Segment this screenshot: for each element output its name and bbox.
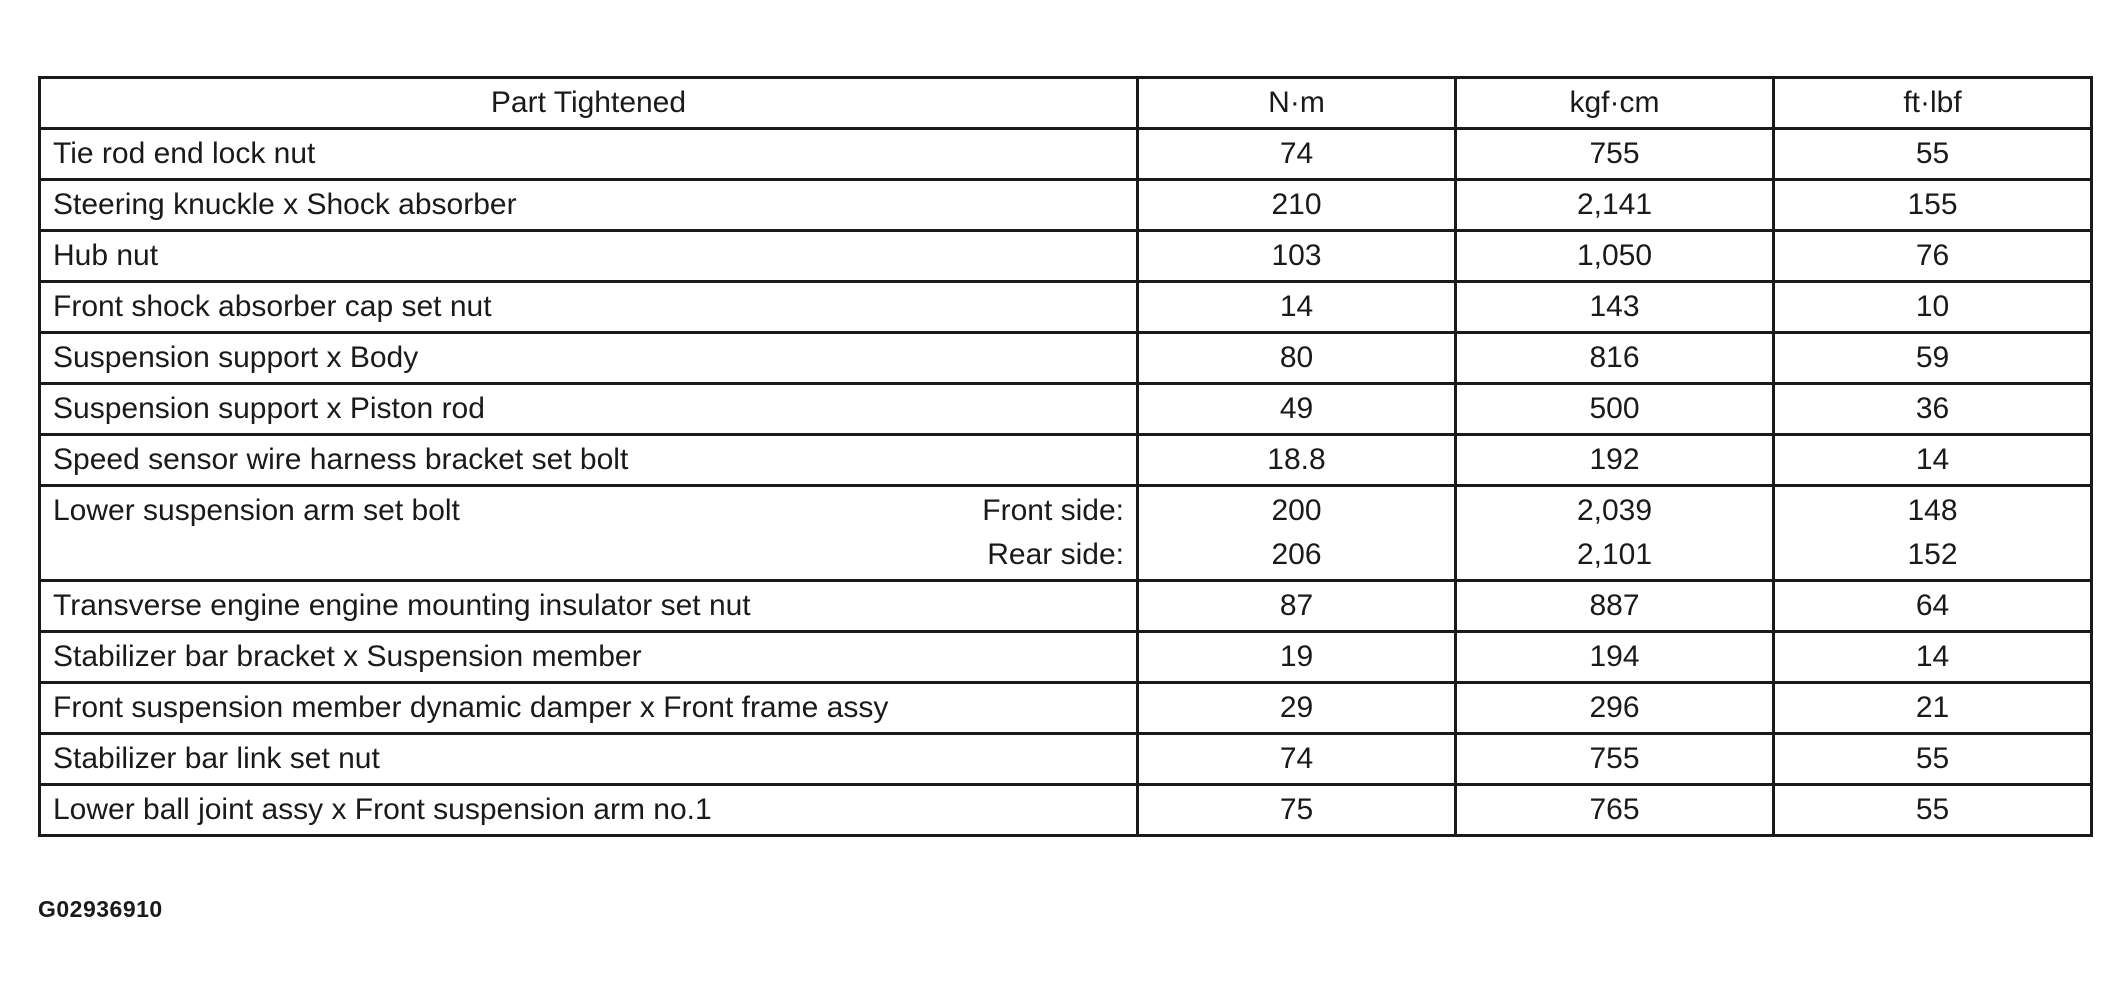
kgf-cell — [1456, 486, 1774, 581]
kgf-cell: 143 — [1456, 282, 1774, 333]
ft-cell: 55 — [1774, 785, 2092, 836]
part-cell: Front shock absorber cap set nut — [40, 282, 1138, 333]
ft-cell: 14 — [1774, 435, 2092, 486]
rear-nm: 206 — [1271, 538, 1322, 571]
header-row — [40, 78, 2092, 129]
table-row — [40, 129, 2092, 180]
table-row — [40, 785, 2092, 836]
nm-cell: 29 — [1138, 683, 1456, 734]
nm-cell: 210 — [1138, 180, 1456, 231]
ft-cell: 55 — [1774, 129, 2092, 180]
ft-cell: 14 — [1774, 632, 2092, 683]
nm-cell: 19 — [1138, 632, 1456, 683]
table-row — [40, 632, 2092, 683]
nm-cell: 87 — [1138, 581, 1456, 632]
part-cell: Tie rod end lock nut — [40, 129, 1138, 180]
nm-cell: 80 — [1138, 333, 1456, 384]
table-row — [40, 435, 2092, 486]
part-cell: Suspension support x Body — [40, 333, 1138, 384]
part-cell: Stabilizer bar bracket x Suspension member — [40, 632, 1138, 683]
table-row-split — [40, 486, 2092, 581]
table-row — [40, 384, 2092, 435]
part-cell: Suspension support x Piston rod — [40, 384, 1138, 435]
table-row — [40, 180, 2092, 231]
ft-cell: 59 — [1774, 333, 2092, 384]
table-row — [40, 333, 2092, 384]
part-split — [53, 494, 1124, 572]
front-nm: 200 — [1271, 494, 1322, 527]
nm-cell: 49 — [1138, 384, 1456, 435]
ft-cell: 64 — [1774, 581, 2092, 632]
side-labels — [982, 494, 1124, 572]
torque-spec-table — [38, 76, 2093, 837]
kgf-cell: 194 — [1456, 632, 1774, 683]
kgf-cell: 887 — [1456, 581, 1774, 632]
rear-side-label: Rear side: — [987, 538, 1124, 571]
front-side-label: Front side: — [982, 494, 1124, 527]
part-cell: Steering knuckle x Shock absorber — [40, 180, 1138, 231]
ft-cell: 76 — [1774, 231, 2092, 282]
ft-cell: 36 — [1774, 384, 2092, 435]
ft-cell: 55 — [1774, 734, 2092, 785]
kgf-cell: 1,050 — [1456, 231, 1774, 282]
header-part-tightened: Part Tightened — [40, 78, 1138, 129]
table-row — [40, 581, 2092, 632]
kgf-cell: 2,141 — [1456, 180, 1774, 231]
table-row — [40, 231, 2092, 282]
header-nm: N·m — [1138, 78, 1456, 129]
rear-ft: 152 — [1907, 538, 1958, 571]
nm-cell: 74 — [1138, 129, 1456, 180]
part-cell: Stabilizer bar link set nut — [40, 734, 1138, 785]
table-row — [40, 683, 2092, 734]
front-kgf: 2,039 — [1576, 494, 1653, 527]
figure-id: G02936910 — [38, 896, 163, 922]
nm-cell: 74 — [1138, 734, 1456, 785]
kgf-cell: 296 — [1456, 683, 1774, 734]
table-row — [40, 282, 2092, 333]
part-label: Lower suspension arm set bolt — [53, 494, 460, 527]
front-ft: 148 — [1907, 494, 1958, 527]
part-cell: Transverse engine engine mounting insulator set nut — [40, 581, 1138, 632]
header-ft-lbf: ft·lbf — [1774, 78, 2092, 129]
ft-cell: 10 — [1774, 282, 2092, 333]
part-cell: Lower ball joint assy x Front suspension arm no.1 — [40, 785, 1138, 836]
ft-cell: 21 — [1774, 683, 2092, 734]
header-kgf-cm: kgf·cm — [1456, 78, 1774, 129]
ft-cell — [1774, 486, 2092, 581]
kgf-cell: 765 — [1456, 785, 1774, 836]
nm-cell: 18.8 — [1138, 435, 1456, 486]
nm-cell: 103 — [1138, 231, 1456, 282]
nm-cell — [1138, 486, 1456, 581]
rear-kgf: 2,101 — [1576, 538, 1653, 571]
part-cell: Front suspension member dynamic damper x Front frame assy — [40, 683, 1138, 734]
kgf-cell: 755 — [1456, 129, 1774, 180]
nm-cell: 14 — [1138, 282, 1456, 333]
ft-cell: 155 — [1774, 180, 2092, 231]
kgf-cell: 500 — [1456, 384, 1774, 435]
part-cell: Hub nut — [40, 231, 1138, 282]
kgf-cell: 192 — [1456, 435, 1774, 486]
nm-cell: 75 — [1138, 785, 1456, 836]
kgf-cell: 755 — [1456, 734, 1774, 785]
table-row — [40, 734, 2092, 785]
kgf-cell: 816 — [1456, 333, 1774, 384]
part-cell: Speed sensor wire harness bracket set bolt — [40, 435, 1138, 486]
part-cell — [40, 486, 1138, 581]
